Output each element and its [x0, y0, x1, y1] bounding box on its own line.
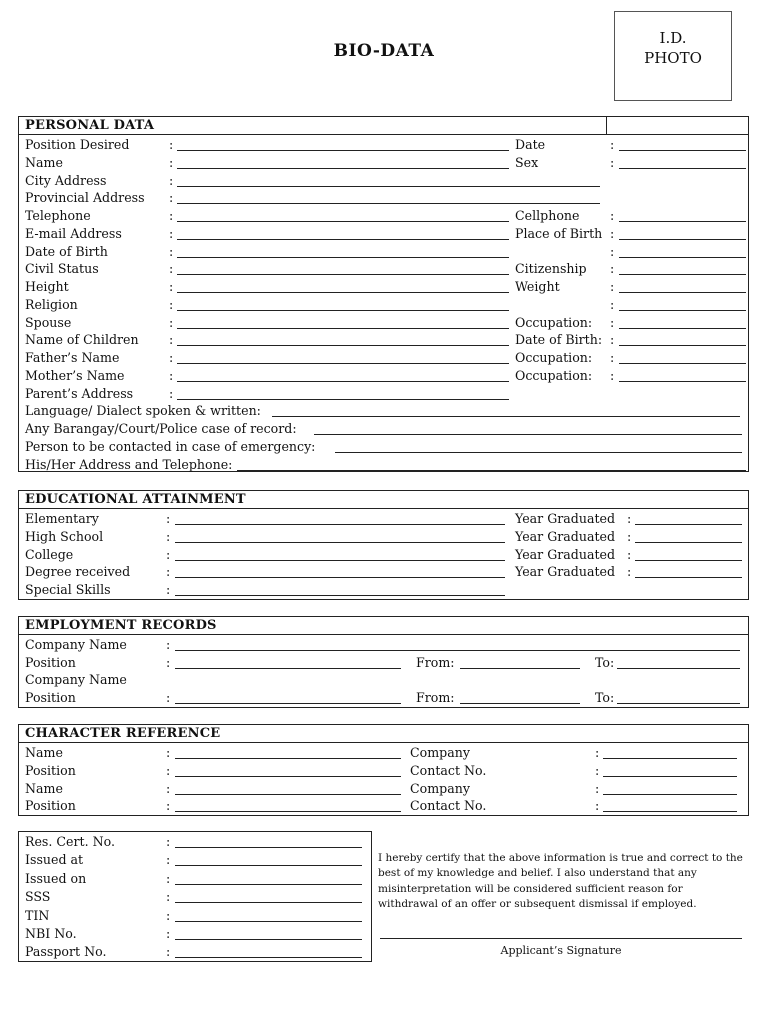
id-field-input[interactable]	[175, 921, 362, 922]
id-field-input[interactable]	[175, 939, 362, 940]
personal-right-field-input[interactable]	[619, 221, 746, 222]
field-colon: :	[610, 314, 615, 330]
personal-field-input[interactable]	[177, 186, 600, 187]
personal-wide-field-label: His/Her Address and Telephone:	[25, 456, 233, 472]
field-colon: :	[166, 889, 171, 905]
personal-field-label: E-mail Address	[25, 225, 122, 241]
signature-label: Applicant’s Signature	[500, 944, 622, 957]
company-name-input[interactable]	[175, 650, 740, 651]
personal-right-field-input[interactable]	[619, 328, 746, 329]
field-colon: :	[169, 314, 174, 330]
personal-field-label: Spouse	[25, 314, 72, 330]
personal-right-field-input[interactable]	[619, 274, 746, 275]
field-colon: :	[169, 261, 174, 277]
field-colon: :	[610, 367, 615, 383]
personal-field-label: Name of Children	[25, 332, 139, 348]
personal-right-field-input[interactable]	[619, 345, 746, 346]
year-graduated-input[interactable]	[635, 560, 742, 561]
reference-right-field-input[interactable]	[603, 776, 737, 777]
education-field-label: High School	[25, 528, 104, 544]
reference-header: CHARACTER REFERENCE	[25, 726, 221, 741]
id-field-label: Res. Cert. No.	[25, 834, 115, 849]
personal-field-input[interactable]	[177, 328, 509, 329]
personal-field-input[interactable]	[177, 292, 509, 293]
field-colon: :	[627, 546, 632, 562]
id-field-label: Issued on	[25, 870, 87, 886]
field-colon: :	[610, 208, 615, 223]
field-colon: :	[169, 190, 174, 206]
field-colon: :	[166, 546, 171, 562]
personal-right-field-label: Date	[515, 137, 546, 152]
year-graduated-input[interactable]	[635, 577, 742, 578]
personal-field-input[interactable]	[177, 399, 509, 400]
personal-field-input[interactable]	[177, 239, 509, 240]
field-colon: :	[166, 637, 171, 652]
personal-field-label: Parent’s Address	[25, 385, 134, 401]
reference-field-input[interactable]	[175, 776, 401, 777]
field-colon: :	[166, 654, 171, 670]
position-input[interactable]	[175, 668, 401, 669]
year-graduated-input[interactable]	[635, 542, 742, 543]
personal-right-field-input[interactable]	[619, 257, 746, 258]
field-colon: :	[595, 762, 600, 778]
personal-right-field-label: Occupation:	[515, 314, 593, 330]
personal-wide-field-label: Language/ Dialect spoken & written:	[25, 403, 261, 419]
field-colon: :	[166, 582, 171, 598]
personal-right-field-label: Date of Birth:	[515, 332, 603, 348]
field-colon: :	[166, 762, 171, 778]
personal-field-label: Father’s Name	[25, 350, 120, 365]
personal-right-field-input[interactable]	[619, 239, 746, 240]
employment-field-label: Position	[25, 689, 76, 705]
year-graduated-input[interactable]	[635, 524, 742, 525]
reference-field-input[interactable]	[175, 794, 401, 795]
personal-field-label: City Address	[25, 172, 107, 188]
id-field-input[interactable]	[175, 957, 362, 958]
personal-field-label: Civil Status	[25, 261, 99, 277]
reference-header-divider	[18, 742, 749, 743]
personal-field-input[interactable]	[177, 257, 509, 258]
personal-wide-field-input[interactable]	[335, 452, 742, 453]
field-colon: :	[610, 261, 615, 277]
field-colon: :	[169, 367, 174, 383]
field-colon: :	[166, 780, 171, 796]
to-date-input[interactable]	[617, 668, 740, 669]
field-colon: :	[610, 279, 615, 294]
reference-right-field-label: Contact No.	[410, 762, 487, 778]
education-field-label: Elementary	[25, 511, 99, 526]
from-date-input[interactable]	[460, 668, 580, 669]
field-colon: :	[610, 296, 615, 312]
id-photo-label-line1: I.D.	[659, 29, 687, 47]
field-colon: :	[166, 944, 171, 960]
field-colon: :	[610, 350, 615, 365]
personal-right-field-label: Citizenship	[515, 261, 587, 277]
id-field-label: SSS	[25, 889, 51, 905]
personal-right-field-label: Cellphone	[515, 208, 580, 223]
employment-field-label: Company Name	[25, 672, 127, 687]
reference-field-label: Position	[25, 798, 76, 814]
id-field-label: NBI No.	[25, 926, 77, 941]
reference-right-field-label: Contact No.	[410, 798, 487, 814]
personal-field-input[interactable]	[177, 150, 509, 151]
reference-field-input[interactable]	[175, 758, 401, 759]
id-field-input[interactable]	[175, 902, 362, 903]
to-label: To:	[595, 689, 615, 705]
field-colon: :	[166, 852, 171, 868]
field-colon: :	[610, 243, 615, 259]
education-field-label: Special Skills	[25, 582, 111, 598]
field-colon: :	[166, 511, 171, 526]
employment-header: EMPLOYMENT RECORDS	[25, 618, 217, 633]
reference-field-label: Name	[25, 745, 63, 760]
field-colon: :	[169, 350, 174, 365]
reference-right-field-input[interactable]	[603, 811, 737, 812]
education-header-divider	[18, 508, 749, 509]
signature-line[interactable]	[380, 938, 742, 939]
id-photo-box	[614, 11, 732, 101]
personal-field-input[interactable]	[177, 310, 509, 311]
personal-wide-field-input[interactable]	[272, 416, 740, 417]
personal-right-field-label: Weight	[515, 279, 560, 294]
reference-right-field-label: Company	[410, 745, 470, 760]
page-title: BIO-DATA	[333, 41, 435, 61]
field-colon: :	[610, 154, 615, 170]
personal-field-input[interactable]	[177, 363, 509, 364]
year-graduated-label: Year Graduated	[515, 511, 616, 526]
personal-data-header-cell-divider	[606, 116, 607, 134]
field-colon: :	[169, 332, 174, 348]
id-photo-label-line2: PHOTO	[644, 49, 702, 67]
field-colon: :	[169, 279, 174, 294]
employment-field-label: Company Name	[25, 637, 127, 652]
personal-right-field-input[interactable]	[619, 310, 746, 311]
personal-field-input[interactable]	[177, 221, 509, 222]
personal-wide-field-input[interactable]	[237, 470, 746, 471]
field-colon: :	[166, 870, 171, 886]
employment-field-label: Position	[25, 654, 76, 670]
personal-field-label: Height	[25, 279, 69, 294]
reference-field-label: Name	[25, 780, 63, 796]
education-field-input[interactable]	[175, 542, 505, 543]
field-colon: :	[169, 225, 174, 241]
year-graduated-label: Year Graduated	[515, 564, 616, 580]
to-label: To:	[595, 654, 615, 670]
education-header: EDUCATIONAL ATTAINMENT	[25, 492, 246, 507]
field-colon: :	[166, 745, 171, 760]
personal-field-label: Mother’s Name	[25, 367, 125, 383]
personal-data-header: PERSONAL DATA	[25, 118, 155, 133]
reference-right-field-input[interactable]	[603, 794, 737, 795]
from-label: From:	[416, 654, 455, 670]
education-field-input[interactable]	[175, 560, 505, 561]
field-colon: :	[169, 137, 174, 152]
personal-field-label: Position Desired	[25, 137, 130, 152]
education-field-input[interactable]	[175, 595, 505, 596]
year-graduated-label: Year Graduated	[515, 546, 616, 562]
personal-field-input[interactable]	[177, 168, 509, 169]
position-input[interactable]	[175, 703, 401, 704]
personal-field-input[interactable]	[177, 345, 509, 346]
field-colon: :	[610, 137, 615, 152]
personal-field-input[interactable]	[177, 203, 600, 204]
personal-data-header-divider	[18, 134, 749, 135]
personal-right-field-input[interactable]	[619, 363, 746, 364]
id-field-input[interactable]	[175, 847, 362, 848]
field-colon: :	[595, 798, 600, 814]
field-colon: :	[610, 225, 615, 241]
id-field-label: Passport No.	[25, 944, 107, 960]
field-colon: :	[166, 528, 171, 544]
education-field-label: Degree received	[25, 564, 131, 580]
field-colon: :	[595, 745, 600, 760]
personal-field-label: Date of Birth	[25, 243, 108, 259]
personal-wide-field-input[interactable]	[314, 434, 742, 435]
personal-wide-field-label: Person to be contacted in case of emergency:	[25, 438, 316, 454]
id-field-label: TIN	[25, 907, 50, 923]
personal-right-field-input[interactable]	[619, 381, 746, 382]
education-field-label: College	[25, 546, 74, 562]
personal-field-label: Provincial Address	[25, 190, 145, 206]
personal-right-field-input[interactable]	[619, 292, 746, 293]
field-colon: :	[169, 385, 174, 401]
certification-statement: I hereby certify that the above information is true and correct to the best of my knowledge and belief. I also understand that any misinterpretation will be considered sufficient reason for withdrawal of an offer or subsequent dismissal if employed.	[378, 852, 743, 910]
field-colon: :	[166, 798, 171, 814]
education-field-input[interactable]	[175, 577, 505, 578]
field-colon: :	[169, 243, 174, 259]
from-date-input[interactable]	[460, 703, 580, 704]
field-colon: :	[169, 154, 174, 170]
field-colon: :	[627, 528, 632, 544]
from-label: From:	[416, 689, 455, 705]
reference-field-label: Position	[25, 762, 76, 778]
field-colon: :	[166, 907, 171, 923]
field-colon: :	[627, 511, 632, 526]
personal-right-field-input[interactable]	[619, 150, 746, 151]
field-colon: :	[169, 296, 174, 312]
id-field-input[interactable]	[175, 865, 362, 866]
year-graduated-label: Year Graduated	[515, 528, 616, 544]
personal-right-field-label: Place of Birth	[515, 225, 603, 241]
field-colon: :	[169, 172, 174, 188]
field-colon: :	[166, 926, 171, 941]
field-colon: :	[627, 564, 632, 580]
reference-right-field-label: Company	[410, 780, 470, 796]
reference-field-input[interactable]	[175, 811, 401, 812]
personal-field-label: Name	[25, 154, 63, 170]
field-colon: :	[166, 564, 171, 580]
reference-right-field-input[interactable]	[603, 758, 737, 759]
personal-right-field-label: Occupation:	[515, 350, 593, 365]
personal-field-input[interactable]	[177, 274, 509, 275]
id-field-input[interactable]	[175, 884, 362, 885]
personal-field-label: Religion	[25, 296, 78, 312]
field-colon: :	[166, 689, 171, 705]
to-date-input[interactable]	[617, 703, 740, 704]
personal-right-field-label: Occupation:	[515, 367, 593, 383]
personal-field-label: Telephone	[25, 208, 91, 223]
personal-right-field-label: Sex	[515, 154, 539, 170]
field-colon: :	[610, 332, 615, 348]
employment-header-divider	[18, 634, 749, 635]
id-field-label: Issued at	[25, 852, 84, 868]
field-colon: :	[595, 780, 600, 796]
personal-right-field-input[interactable]	[619, 168, 746, 169]
personal-wide-field-label: Any Barangay/Court/Police case of record:	[25, 421, 297, 436]
field-colon: :	[166, 834, 171, 849]
personal-field-input[interactable]	[177, 381, 509, 382]
field-colon: :	[169, 208, 174, 223]
education-field-input[interactable]	[175, 524, 505, 525]
